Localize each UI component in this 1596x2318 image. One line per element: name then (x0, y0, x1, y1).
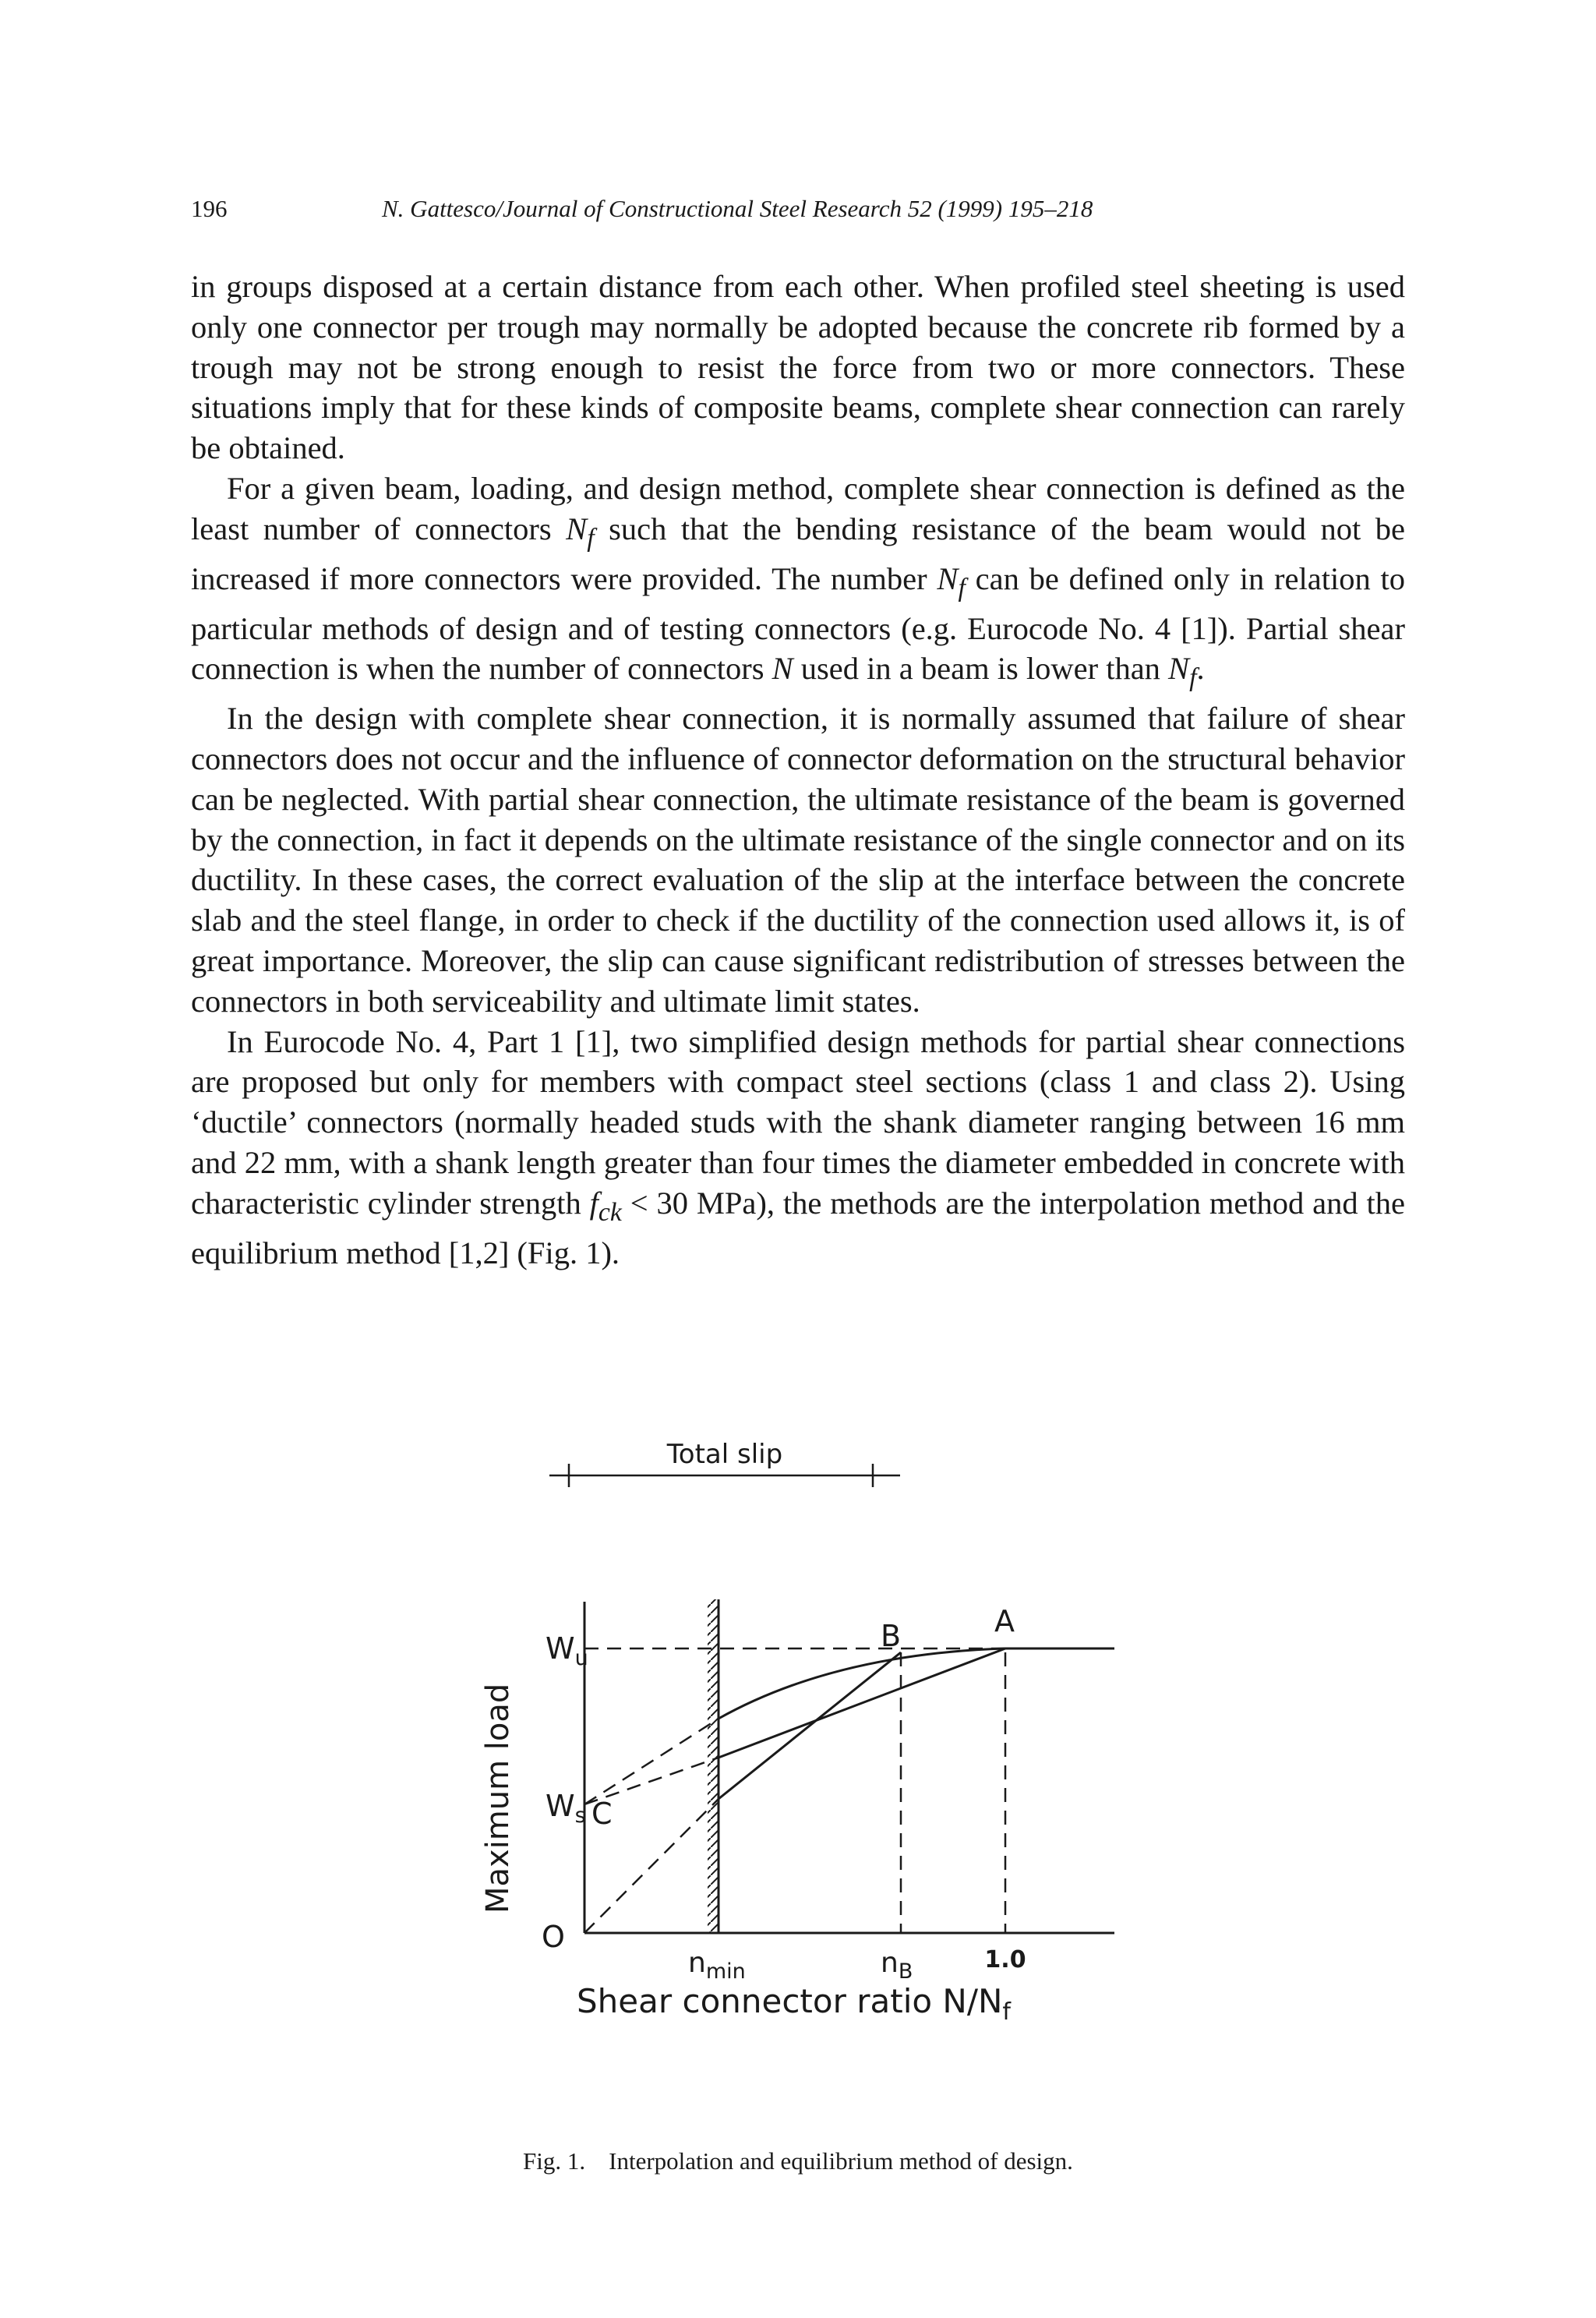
one-tick-label: 1.0 (984, 1946, 1026, 1973)
point-c-label: C (591, 1797, 613, 1831)
point-a-label: A (994, 1604, 1015, 1638)
nmin-tick-label: $n_{min}$ (688, 1947, 746, 1984)
point-b-label: B (881, 1619, 902, 1653)
paragraph-3: In the design with complete shear connection, it is normally assumed that failure of shear connectors does not occur and the influence of connector deformation on the structural behavior can be neglected. With partial shear connection, the ultimate resistance of the beam is governed by the connection, in fact it depends on the ultimate resistance of the single connector and on its ductility. In these cases, the correct evaluation of the slip at the interface between the concrete slab and the steel flange, in order to check if the ductility of the connection used allows it, is of great importance. Moreover, the slip can cause significant redistribution of stresses between the connectors in both serviceability and ultimate limit states. (191, 701, 1405, 1019)
origin-label: O (542, 1920, 565, 1954)
paragraph-2: For a given beam, loading, and design method, complete shear connection is defined as the least number of connectors $N_f$ such that the bending resistance of the beam would not be increased if more connectors were provided. The number $N_f$ can be defined only in relation to particular methods of design and of testing connectors (e.g. Eurocode No. 4 [1]). Partial shear connection is when the number of connectors N used in a beam is lower than $N_f$. (191, 470, 1406, 693)
equilibrium-line (719, 1652, 901, 1799)
symbol-fck: $f_{ck}$ (589, 1185, 622, 1227)
c-to-curve-dashed (584, 1719, 719, 1804)
total-slip-label: Total slip (666, 1439, 783, 1470)
y-axis-label: Maximum load (480, 1683, 516, 1913)
x-axis-label: Shear connector ratio $N/N_f$ (577, 1982, 1011, 2026)
symbol-n: N (772, 651, 793, 687)
running-head: N. Gattesco/Journal of Constructional Steel Research 52 (1999) 195–218 (382, 195, 1093, 222)
figure-1 (468, 1426, 1130, 2050)
figure-caption (0, 2147, 1596, 2175)
paragraph-1: in groups disposed at a certain distance from each other. When profiled steel sheeting is used only one connector per trough may normally be adopted because the concrete rib formed by a trough may not be strong enough to resist the force from two or more connectors. These situations imply that for these kinds of composite beams, complete shear connection can rarely be obtained. (191, 269, 1405, 466)
page-number: 196 (191, 195, 228, 222)
page-header (191, 195, 1407, 234)
symbol-nf: $N_f$ (566, 511, 595, 553)
symbol-nf: $N_f$ (937, 560, 966, 602)
caption-text: Interpolation and equilibrium method of design. (609, 2147, 1073, 2175)
body-text (191, 267, 1405, 1274)
design-curves (719, 1648, 1114, 1799)
symbol-nf: $N_f$ (1168, 651, 1197, 693)
caption-label: Fig. 1. (523, 2147, 586, 2175)
ws-label: $W_s$ (546, 1789, 586, 1828)
paragraph-4: In Eurocode No. 4, Part 1 [1], two simplified design methods for partial shear connections are proposed but only for members with compact steel sections (class 1 and class 2). Using ‘ductile’ connectors (normally headed studs with the shank diameter ranging between 16 mm and 22 mm, with a shank length greater than four times the diameter embedded in concrete with characteristic cylinder strength $f_{ck} < 30$ MPa), the methods are the interpolation method and the equilibrium method [1,2] (Fig. 1). (191, 1023, 1405, 1270)
wu-label: $W_u$ (546, 1631, 588, 1670)
figure-1-diagram (468, 1426, 1130, 2050)
reference-lines (584, 1648, 1005, 1933)
nb-tick-label: $n_B$ (881, 1947, 913, 1984)
axes (584, 1602, 1114, 1933)
